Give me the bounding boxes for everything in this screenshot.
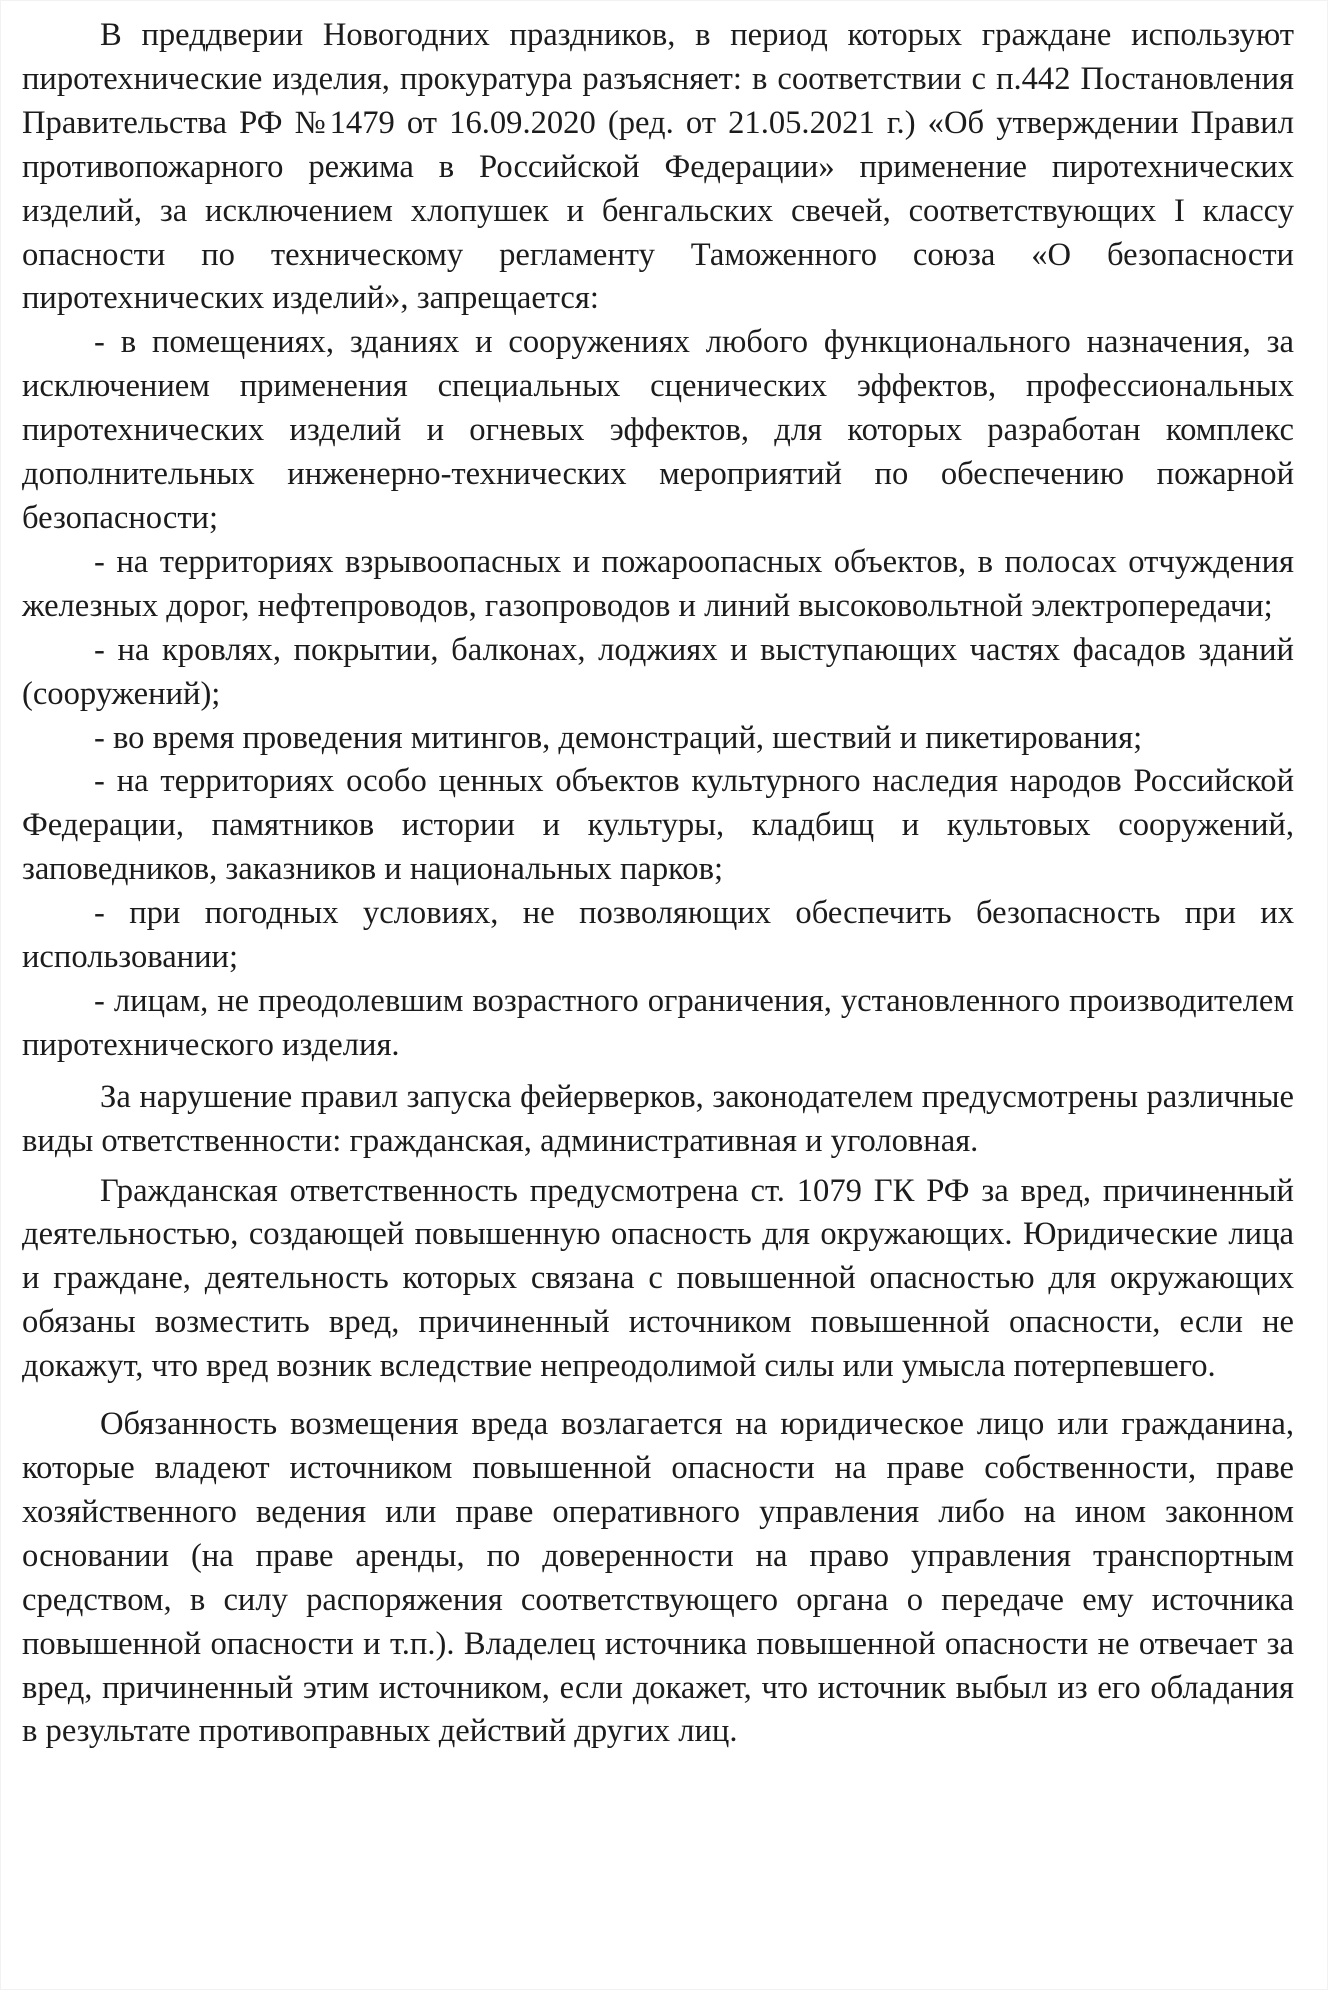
prohibition-item-roofs-balconies: - на кровлях, покрытии, балконах, лоджиях и выступающих частях фасадов зданий (сооружений);: [22, 631, 1294, 712]
prohibition-item-cultural-sites: - на территориях особо ценных объектов культурного наследия народов Российской Федерации, памятников истории и культуры, кладбищ и культовых сооружений, заповедников, заказников и национальных парков;: [22, 763, 1294, 888]
prohibition-item-hazardous-territories: - на территориях взрывоопасных и пожароопасных объектов, в полосах отчуждения железных дорог, нефтепроводов, газопроводов и линий высоковольтной электропередачи;: [22, 543, 1294, 624]
prohibition-item-age-limit: - лицам, не преодолевшим возрастного ограничения, установленного производителем пиротехнического изделия.: [22, 982, 1294, 1063]
intro-paragraph: В преддверии Новогодних праздников, в период которых граждане используют пиротехнические изделия, прокуратура разъясняет: в соответствии с п.442 Постановления Правительства РФ №1479 от 16.09.2020 (ред. от 21.05.2021 г.) «Об утверждении Правил противопожарного режима в Российской Федерации» применение пиротехнических изделий, за исключением хлопушек и бенгальских свечей, соответствующих I классу опасности по техническому регламенту Таможенного союза «О безопасности пиротехнических изделий», запрещается:: [22, 17, 1294, 317]
compensation-duty-paragraph: Обязанность возмещения вреда возлагается на юридическое лицо или гражданина, которые владеют источником повышенной опасности на праве собственности, праве хозяйственного ведения или праве оперативного управления либо на ином законном основании (на праве аренды, по доверенности на право управления транспортным средством, в силу распоряжения соответствующего органа о передаче ему источника повышенной опасности и т.п.). Владелец источника повышенной опасности не отвечает за вред, причиненный этим источником, если докажет, что источник выбыл из его обладания в результате противоправных действий других лиц.: [22, 1406, 1294, 1750]
prohibition-item-public-events: - во время проведения митингов, демонстраций, шествий и пикетирования;: [94, 719, 1143, 756]
prohibition-item-weather: - при погодных условиях, не позволяющих обеспечить безопасность при их использовании;: [22, 895, 1294, 976]
civil-liability-paragraph: Гражданская ответственность предусмотрена ст. 1079 ГК РФ за вред, причиненный деятельностью, создающей повышенную опасность для окружающих. Юридические лица и граждане, деятельность которых связана с повышенной опасностью для окружающих обязаны возместить вред, причиненный источником повышенной опасности, если не докажут, что вред возник вследствие непреодолимой силы или умысла потерпевшего.: [22, 1172, 1294, 1385]
liability-types-paragraph: За нарушение правил запуска фейерверков, законодателем предусмотрены различные виды ответственности: гражданская, административная и уголовная.: [22, 1078, 1294, 1159]
prohibition-item-buildings: - в помещениях, зданиях и сооружениях любого функционального назначения, за исключением применения специальных сценических эффектов, профессиональных пиротехнических изделий и огневых эффектов, для которых разработан комплекс дополнительных инженерно-технических мероприятий по обеспечению пожарной безопасности;: [22, 324, 1294, 536]
scanned-document-page: [22, 14, 1294, 1754]
